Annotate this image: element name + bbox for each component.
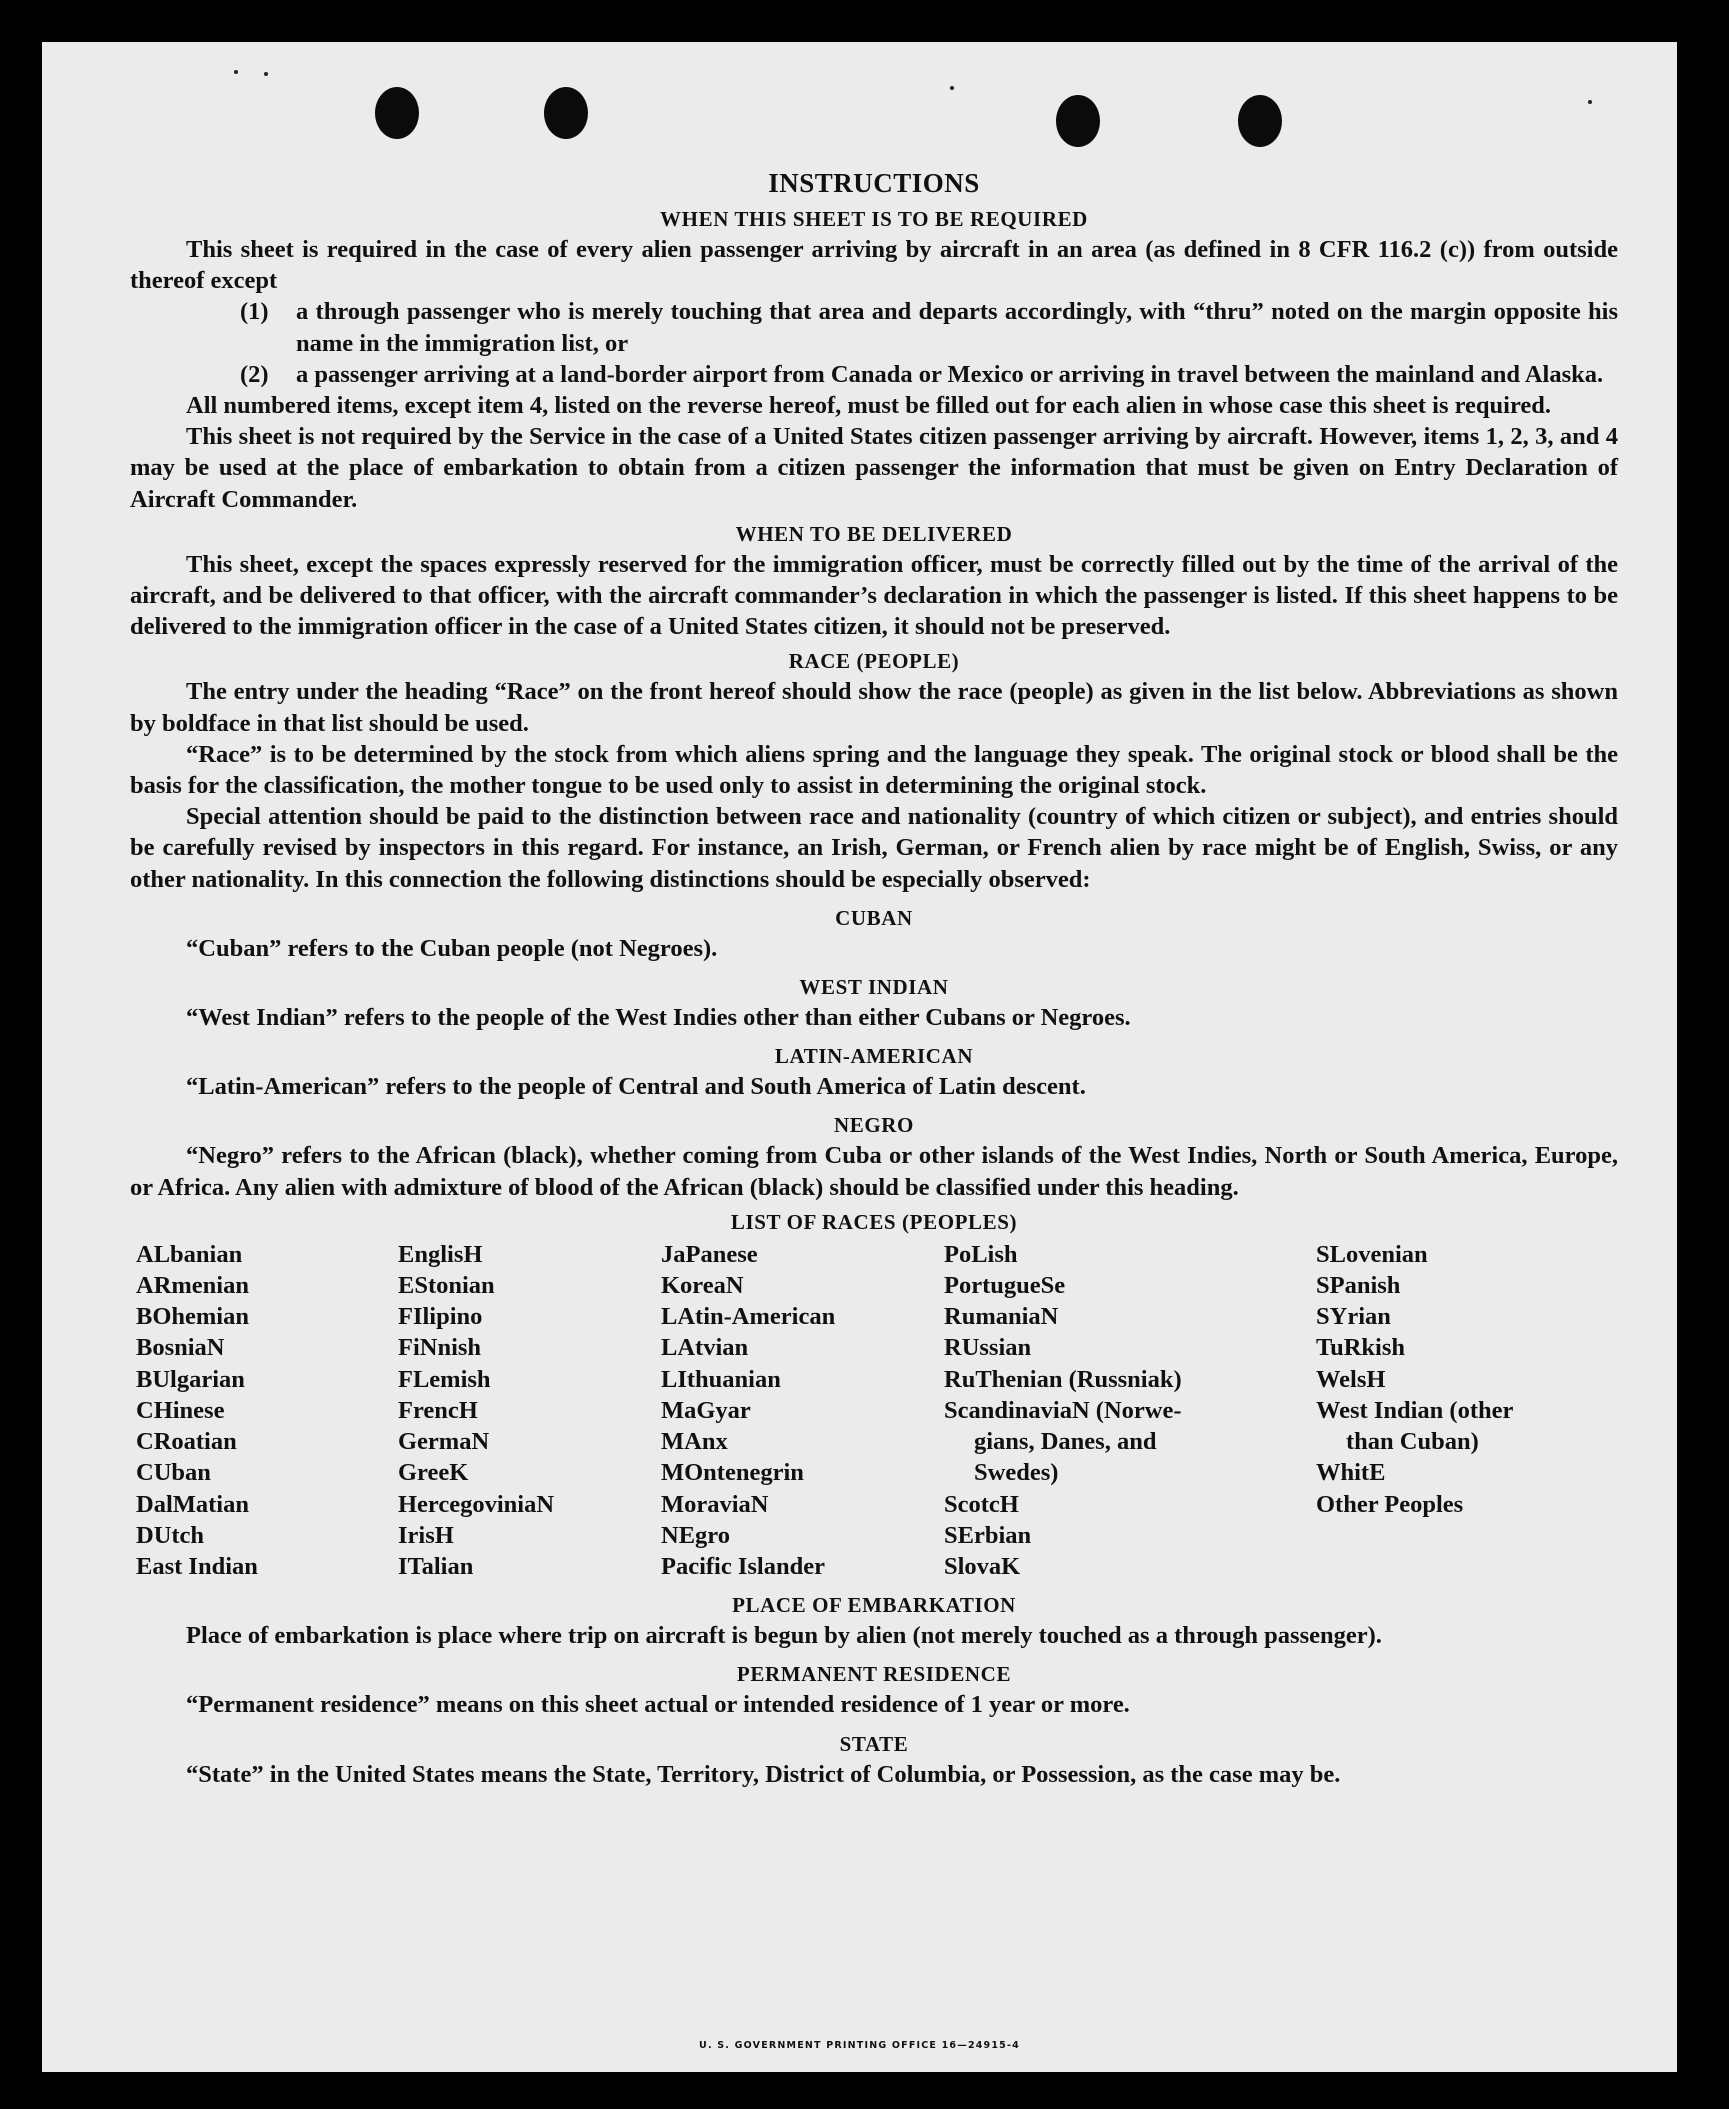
race-entry: BosniaN (136, 1334, 225, 1362)
document-sheet (42, 42, 1677, 2072)
race-entry: ScotcH (944, 1490, 1019, 1518)
section-heading: PERMANENT RESIDENCE (736, 1662, 1012, 1687)
race-entry: FrencH (398, 1396, 478, 1424)
race-entry: ALbanian (136, 1240, 243, 1268)
section-heading: PLACE OF EMBARKATION (732, 1593, 1016, 1618)
race-entry: DUtch (136, 1521, 205, 1549)
paragraph: This sheet, except the spaces expressly reserved for the immigration officer, must be correctly filled out by the time of the arrival of the aircraft, and be delivered to that officer, with the aircraft commander’s declaration in which the passenger is listed. If this sheet happens to be delivered to the immigration officer in the case of a United States citizen, it should not be preserved. (130, 550, 1618, 641)
paragraph: “State” in the United States means the State, Territory, District of Columbia, or Possession, as the case may be. (186, 1760, 1341, 1788)
paragraph: “Latin-American” refers to the people of Central and South America of Latin descent. (186, 1073, 1086, 1101)
race-entry: KoreaN (661, 1272, 744, 1300)
race-entry: Other Peoples (1316, 1490, 1464, 1518)
item-number: (2) (240, 360, 269, 388)
race-column (661, 1239, 944, 1582)
race-entry: PoLish (944, 1240, 1018, 1268)
page-title: INSTRUCTIONS (768, 168, 980, 198)
race-entry: IrisH (398, 1521, 454, 1549)
race-list (136, 1239, 1618, 1582)
race-entry: RumaniaN (944, 1303, 1059, 1331)
item-text: a through passenger who is merely touching that area and departs accordingly, with “thru” noted on the margin opposite his name in the immigration list, or (296, 298, 1618, 357)
race-entry: ARmenian (136, 1272, 249, 1300)
section-heading: NEGRO (833, 1113, 914, 1138)
race-entry: West Indian (other (1316, 1396, 1514, 1424)
race-entry: NEgro (661, 1521, 730, 1549)
race-entry: ScandinaviaN (Norwe- (944, 1396, 1182, 1424)
print-speck (264, 72, 268, 76)
section-heading: LATIN-AMERICAN (774, 1044, 974, 1069)
race-entry: East Indian (136, 1552, 258, 1580)
race-entry: Swedes) (974, 1459, 1059, 1487)
paragraph: “Cuban” refers to the Cuban people (not Negroes). (186, 934, 718, 962)
race-entry: CUban (136, 1459, 211, 1487)
exception-item (240, 359, 1618, 390)
race-entry: GreeK (398, 1459, 469, 1487)
race-entry: FIlipino (398, 1303, 483, 1331)
instructions-content (130, 128, 1618, 1790)
race-column (136, 1239, 398, 1582)
race-column (1316, 1239, 1586, 1582)
printer-imprint: U. S. GOVERNMENT PRINTING OFFICE 16—24915-4 (699, 2040, 1020, 2051)
section-heading: RACE (PEOPLE) (788, 649, 960, 674)
race-entry: SYrian (1316, 1303, 1391, 1331)
exception-item (240, 296, 1618, 358)
section-heading: WHEN TO BE DELIVERED (735, 521, 1013, 546)
race-entry: LAtvian (661, 1334, 749, 1362)
paragraph: “Negro” refers to the African (black), whether coming from Cuba or other islands of the West Indies, North or South America, Europe, or Africa. Any alien with admixture of blood of the African (black) should be classified under this heading. (130, 1142, 1618, 1201)
section-heading: STATE (839, 1731, 909, 1756)
paragraph: All numbered items, except item 4, listed on the reverse hereof, must be filled out for each alien in whose case this sheet is required. (186, 392, 1552, 420)
print-speck (950, 86, 954, 90)
race-entry: MoraviaN (661, 1490, 769, 1518)
section-heading: LIST OF RACES (PEOPLES) (730, 1209, 1018, 1234)
race-entry: GermaN (398, 1428, 490, 1456)
race-entry: SPanish (1316, 1272, 1401, 1300)
race-entry: WelsH (1316, 1365, 1386, 1393)
paragraph: “Race” is to be determined by the stock from which aliens spring and the language they speak. The original stock or blood shall be the basis for the classification, the mother tongue to be used only to assist in determining the original stock. (130, 740, 1618, 800)
race-entry: JaPanese (661, 1240, 758, 1268)
paragraph: Place of embarkation is place where trip on aircraft is begun by alien (not merely touched as a through passenger). (186, 1622, 1382, 1650)
race-entry: EStonian (398, 1272, 495, 1300)
race-entry: than Cuban) (1346, 1428, 1479, 1456)
race-entry: FiNnish (398, 1334, 482, 1362)
paragraph: “West Indian” refers to the people of the West Indies other than either Cubans or Negroes. (186, 1004, 1131, 1032)
paragraph: This sheet is required in the case of every alien passenger arriving by aircraft in an area (as defined in 8 CFR 116.2 (c)) from outside thereof except (130, 236, 1618, 295)
section-heading: CUBAN (835, 905, 913, 930)
race-entry: TuRkish (1316, 1334, 1406, 1362)
race-entry: RuThenian (Russniak) (944, 1365, 1182, 1393)
race-entry: WhitE (1316, 1459, 1386, 1487)
race-entry: CRoatian (136, 1428, 237, 1456)
race-column (944, 1239, 1316, 1582)
race-entry: MAnx (661, 1428, 728, 1456)
item-text: a passenger arriving at a land-border airport from Canada or Mexico or arriving in travel between the mainland and Alaska. (296, 360, 1604, 388)
race-entry: SlovaK (944, 1552, 1021, 1580)
race-entry: LIthuanian (661, 1365, 781, 1393)
race-entry: Pacific Islander (661, 1552, 825, 1580)
paragraph: “Permanent residence” means on this sheet actual or intended residence of 1 year or more. (186, 1691, 1130, 1719)
race-entry: BOhemian (136, 1303, 249, 1331)
race-entry: RUssian (944, 1334, 1032, 1362)
race-column (398, 1239, 661, 1582)
race-entry: HercegoviniaN (398, 1490, 555, 1518)
race-entry: ITalian (398, 1552, 474, 1580)
paragraph: The entry under the heading “Race” on the front hereof should show the race (people) as given in the list below. Abbreviations as shown by boldface in that list should be used. (130, 678, 1618, 737)
print-speck (1588, 100, 1592, 104)
paragraph: Special attention should be paid to the distinction between race and nationality (country of which citizen or subject), and entries should be carefully revised by inspectors in this regard. For instance, an Irish, German, or French alien by race might be of English, Swiss, or any other nationality. In this connection the following distinctions should be especially observed: (130, 803, 1618, 893)
item-number: (1) (240, 298, 269, 326)
race-entry: MOntenegrin (661, 1459, 804, 1487)
race-entry: SErbian (944, 1521, 1032, 1549)
section-heading: WHEN THIS SHEET IS TO BE REQUIRED (660, 207, 1088, 231)
race-entry: EnglisH (398, 1240, 483, 1268)
paragraph: This sheet is not required by the Service in the case of a United States citizen passenger arriving by aircraft. However, items 1, 2, 3, and 4 may be used at the place of embarkation to obtain from a citizen passenger the information that must be given on Entry Declaration of Aircraft Commander. (130, 423, 1618, 513)
race-entry: PortugueSe (944, 1272, 1066, 1300)
race-entry: SLovenian (1316, 1240, 1428, 1268)
race-entry: CHinese (136, 1396, 225, 1424)
race-entry: LAtin-American (661, 1303, 836, 1331)
print-speck (234, 70, 238, 74)
race-entry: gians, Danes, and (974, 1428, 1157, 1456)
race-entry: DalMatian (136, 1490, 249, 1518)
race-entry: BUlgarian (136, 1365, 245, 1393)
section-heading: WEST INDIAN (799, 975, 949, 1000)
race-entry: MaGyar (661, 1396, 751, 1424)
race-entry: FLemish (398, 1365, 491, 1393)
